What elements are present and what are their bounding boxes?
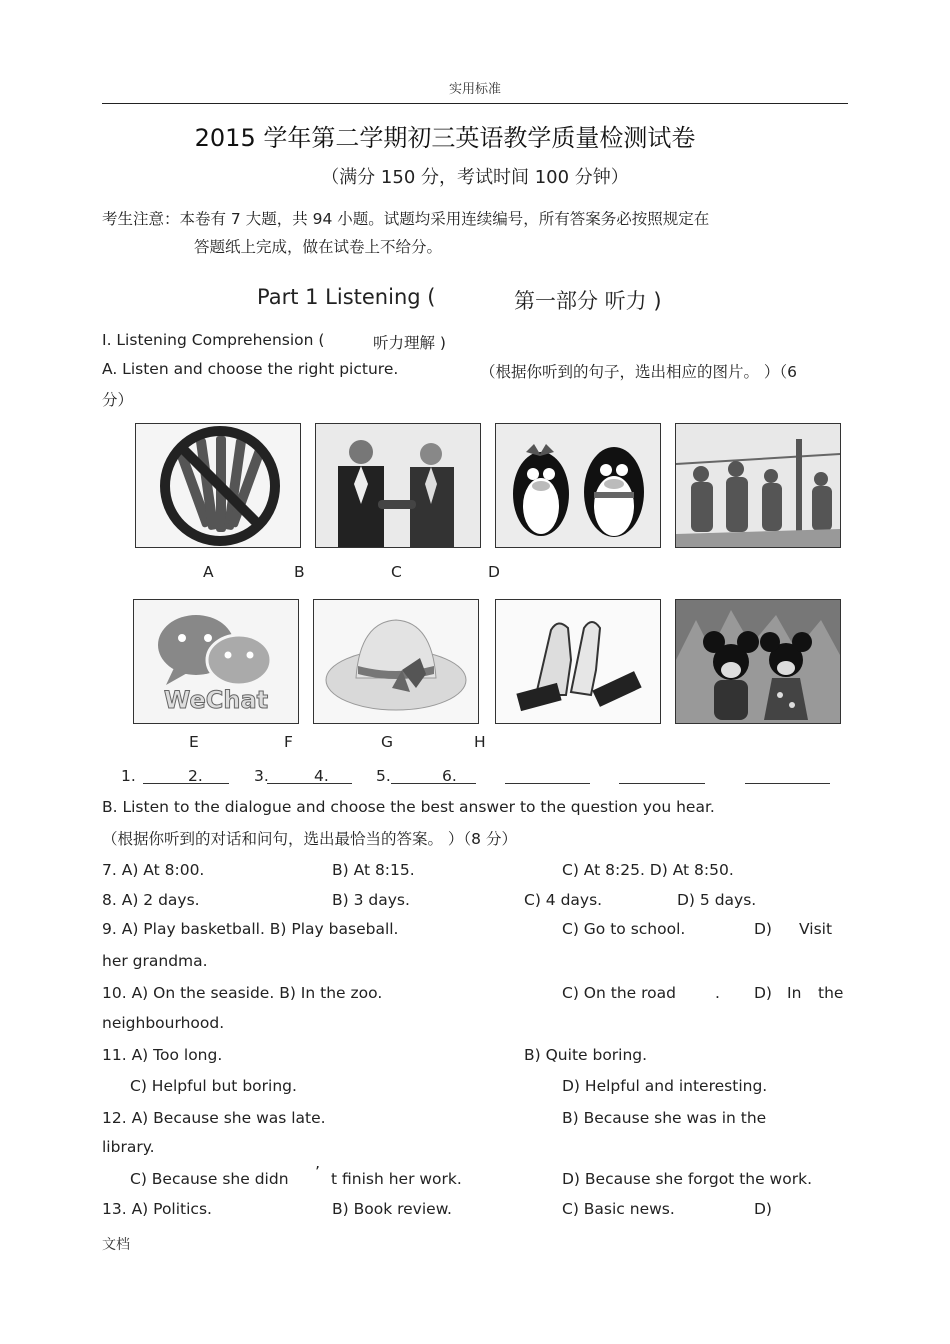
q10-option-d-cont: neighbourhood. <box>102 1014 225 1032</box>
straw-hat-icon <box>313 599 479 724</box>
picture-letter-c: C <box>391 563 402 581</box>
answer-blank-3[interactable] <box>391 783 476 784</box>
page-header: 实用标准 <box>448 82 501 97</box>
answer-num-2: 2. <box>188 767 203 785</box>
q11-option-b: B) Quite boring. <box>524 1046 648 1064</box>
qq-penguins-icon <box>495 423 661 548</box>
notice-line-2: 答题纸上完成，做在试卷上不给分。 <box>194 238 443 256</box>
q11-option-c: C) Helpful but boring. <box>130 1077 297 1095</box>
answer-blank-6[interactable] <box>745 783 830 784</box>
q12-option-b: B) Because she was in the <box>562 1109 767 1127</box>
part1-heading-cn: 第一部分 听力 ) <box>514 289 662 313</box>
q12-option-a: 12. A) Because she was late. <box>102 1109 326 1127</box>
q13-option-c: C) Basic news. <box>562 1200 675 1218</box>
q12-option-b-cont: library. <box>102 1138 155 1156</box>
header-rule <box>102 103 848 104</box>
picture-letter-h: H <box>474 733 486 751</box>
q10-option-c-dot: . <box>715 984 720 1002</box>
q9-option-c: C) Go to school. <box>562 920 686 938</box>
q8-option-d: D) 5 days. <box>677 891 757 909</box>
picture-letter-a: A <box>203 563 214 581</box>
q7-option-cd: C) At 8:25. D) At 8:50. <box>562 861 734 879</box>
section1-heading-cn: 听力理解 ) <box>373 334 446 352</box>
q7-option-a: 7. A) At 8:00. <box>102 861 205 879</box>
q9-option-d-cont: her grandma. <box>102 952 208 970</box>
wechat-logo-icon <box>133 599 299 724</box>
exam-title: 2015 学年第二学期初三英语教学质量检测试卷 <box>194 124 696 152</box>
q10-option-d-text-1: In <box>787 984 802 1002</box>
q8-option-a: 8. A) 2 days. <box>102 891 200 909</box>
q12-option-c-part2: t finish her work. <box>331 1170 462 1188</box>
q10-option-ab: 10. A) On the seaside. B) In the zoo. <box>102 984 383 1002</box>
q13-option-b: B) Book review. <box>332 1200 452 1218</box>
picture-letter-g: G <box>381 733 394 751</box>
q8-option-c: C) 4 days. <box>524 891 603 909</box>
answer-blank-4[interactable] <box>505 783 590 784</box>
no-firecrackers-icon <box>135 423 301 548</box>
page-footer: 文档 <box>102 1237 130 1253</box>
q10-option-d-text-2: the <box>818 984 844 1002</box>
q11-option-a: 11. A) Too long. <box>102 1046 223 1064</box>
q13-option-d: D) <box>754 1200 772 1218</box>
picture-letter-e: E <box>189 733 199 751</box>
answer-num-3: 3. <box>254 767 269 785</box>
notice-line-1: 考生注意：本卷有 7 大题，共 94 小题。试题均采用连续编号，所有答案务必按照规定在 <box>102 210 710 228</box>
picture-letter-d: D <box>488 563 500 581</box>
q12-option-d: D) Because she forgot the work. <box>562 1170 812 1188</box>
answer-blank-2[interactable] <box>267 783 352 784</box>
q13-option-a: 13. A) Politics. <box>102 1200 212 1218</box>
q10-option-d: D) <box>754 984 772 1002</box>
sectionA-instruction-cont: 分） <box>102 391 134 409</box>
sectionB-instruction: B. Listen to the dialogue and choose the best answer to the question you hear. <box>102 798 715 816</box>
picture-letter-f: F <box>284 733 293 751</box>
answer-blank-5[interactable] <box>619 783 705 784</box>
wechat-logo-text: WeChat <box>163 686 269 714</box>
sectionB-instruction-cn: （根据你听到的对话和问句，选出最恰当的答案。 ）（8 分） <box>102 830 517 848</box>
q12-option-c-part1: C) Because she didn <box>130 1170 289 1188</box>
exam-subtitle: （满分 150 分，考试时间 100 分钟） <box>321 167 629 188</box>
q8-option-b: B) 3 days. <box>332 891 410 909</box>
mickey-minnie-icon <box>675 599 841 724</box>
answer-num-5: 5. <box>376 767 391 785</box>
q12-option-c-apostrophe: ’ <box>315 1163 320 1181</box>
q11-option-d: D) Helpful and interesting. <box>562 1077 768 1095</box>
q9-option-d-text: Visit <box>799 920 833 938</box>
sectionA-instruction: A. Listen and choose the right picture. <box>102 360 399 378</box>
q9-option-ab: 9. A) Play basketball. B) Play baseball. <box>102 920 399 938</box>
q9-option-d: D) <box>754 920 772 938</box>
answer-num-4: 4. <box>314 767 329 785</box>
answer-num-1: 1. <box>121 767 136 785</box>
section1-heading-en: I. Listening Comprehension ( <box>102 331 325 349</box>
sectionA-instruction-cn: （根据你听到的句子，选出相应的图片。 ）（6 <box>480 363 798 381</box>
part1-heading-en: Part 1 Listening ( <box>257 285 436 309</box>
q7-option-b: B) At 8:15. <box>332 861 415 879</box>
answer-num-6: 6. <box>442 767 457 785</box>
handshake-icon <box>315 423 481 548</box>
answer-blank-1[interactable] <box>143 783 229 784</box>
crowd-celebration-icon <box>675 423 841 548</box>
q10-option-c: C) On the road <box>562 984 676 1002</box>
picture-letter-b: B <box>294 563 305 581</box>
clapping-hands-icon <box>495 599 661 724</box>
